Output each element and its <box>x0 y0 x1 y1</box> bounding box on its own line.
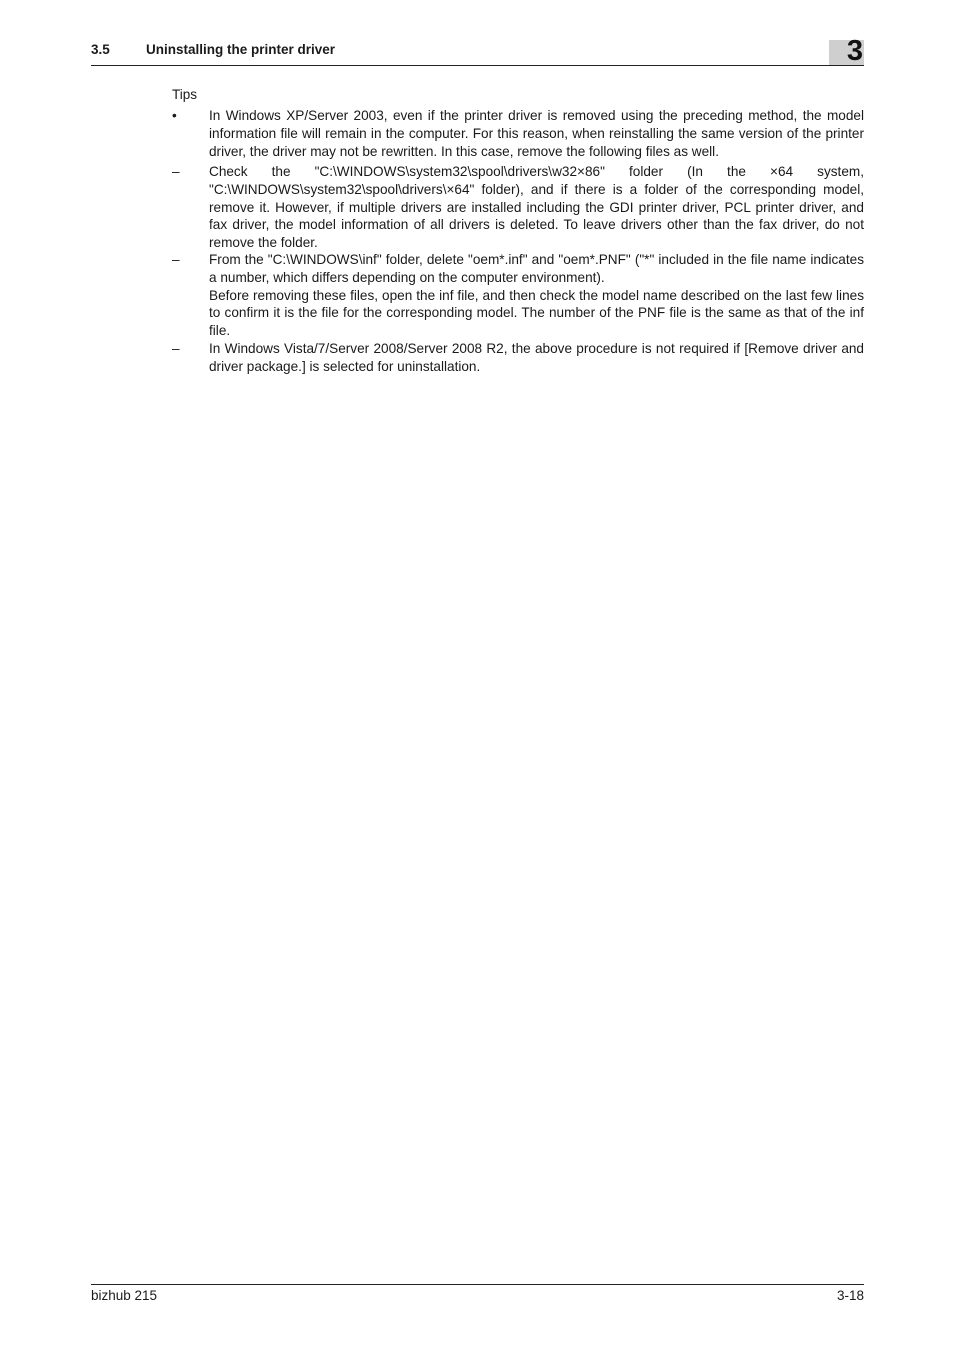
footer-rule <box>91 1284 864 1285</box>
tip-text: In Windows XP/Server 2003, even if the printer driver is removed using the preceding method, the model information file will remain in the computer. For this reason, when reinstalling the same version of the printer driver, the driver may not be rewritten. In this case, remove the following files as well. <box>209 108 864 159</box>
tip-text: In Windows Vista/7/Server 2008/Server 2008 R2, the above procedure is not required if [Remove driver and driver package.] is selected for uninstallation. <box>209 341 864 374</box>
chapter-tab <box>829 35 864 67</box>
dash-marker: – <box>172 164 180 179</box>
tip-dash-item <box>172 251 864 340</box>
header-rule <box>91 65 864 66</box>
tip-dash-item <box>172 163 864 252</box>
tips-heading: Tips <box>172 87 198 102</box>
dash-marker: – <box>172 252 180 267</box>
bullet-marker: • <box>172 108 177 123</box>
tip-dash-item <box>172 340 864 376</box>
section-number: 3.5 <box>91 42 110 57</box>
tip-text-continued: Before removing these files, open the inf file, and then check the model name described on the last few lines to confirm it is the file for the corresponding model. The number of the PNF file is the same as that of the inf file. <box>209 287 864 339</box>
page-header <box>91 36 864 66</box>
chapter-number: 3 <box>846 35 863 67</box>
section-title: Uninstalling the printer driver <box>146 42 336 57</box>
dash-marker: – <box>172 341 180 356</box>
tip-text: Check the "C:\WINDOWS\system32\spool\drivers\w32×86" folder (In the ×64 system, "C:\WINDOWS\system32\spool\drivers\×64" folder), and if there is a folder of the corresponding model, remove it. However, if multiple drivers are installed including the GDI printer driver, PCL printer driver, and fax driver, the model information of all drivers is deleted. To leave drivers other than the fax driver, do not remove the folder. <box>209 164 864 251</box>
tip-text: From the "C:\WINDOWS\inf" folder, delete "oem*.inf" and "oem*.PNF" ("*" included in the file name indicates a number, which differs depending on the computer environment). <box>209 252 864 285</box>
footer-page-number: 3-18 <box>836 1288 864 1303</box>
footer-product: bizhub 215 <box>91 1288 158 1303</box>
tip-bullet-item <box>172 107 864 160</box>
